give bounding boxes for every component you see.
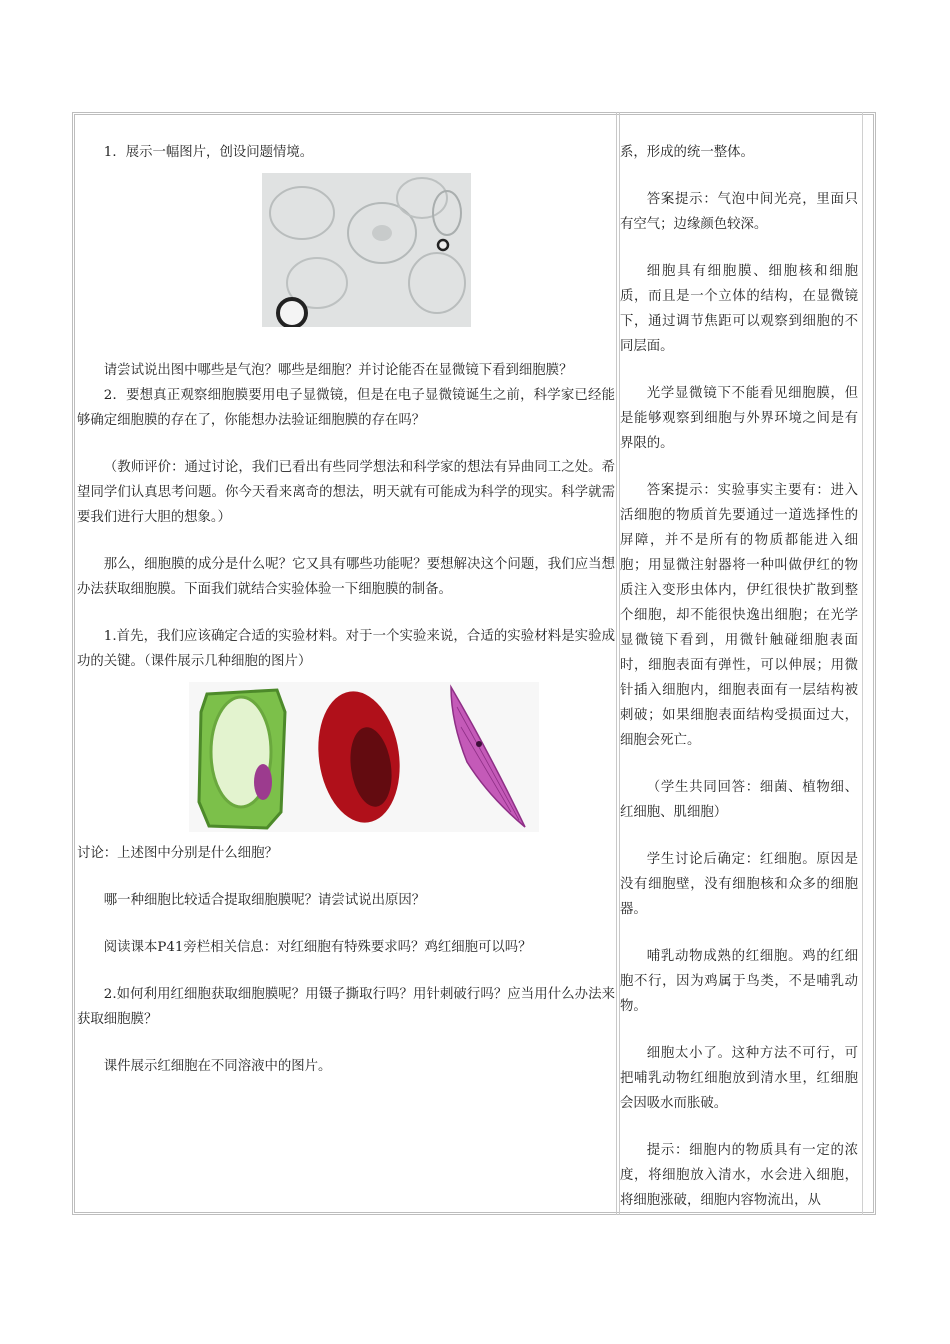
answer-light-microscope: 光学显微镜下不能看见细胞膜，但是能够观察到细胞与外界环境之间是有界限的。 (620, 386, 858, 451)
right-column (620, 140, 858, 1213)
material-selection-text: 1.首先，我们应该确定合适的实验材料。对于一个实验来说，合适的实验材料是实验成功的关键。（课件展示几种细胞的图片） (77, 629, 615, 669)
question-bubbles-text: 请尝试说出图中哪些是气泡？哪些是细胞？并讨论能否在显微镜下看到细胞膜？ (103, 363, 573, 378)
answer-continuation: 系，形成的统一整体。 (620, 145, 754, 160)
answer-mammal-rbc: 哺乳动物成熟的红细胞。鸡的红细胞不行，因为鸡属于鸟类，不是哺乳动物。 (620, 949, 858, 1014)
answer-hint-osmosis: 提示：细胞内的物质具有一定的浓度，将细胞放入清水，水会进入细胞，将细胞涨破，细胞内容物流出，从 (620, 1143, 858, 1208)
cell-discussion-caption: 讨论：上述图中分别是什么细胞？ (77, 846, 278, 861)
answer-cell-too-small: 细胞太小了。这种方法不可行，可把哺乳动物红细胞放到清水里，红细胞会因吸水而胀破。 (620, 1046, 858, 1111)
answer-cell-structure: 细胞具有细胞膜、细胞核和细胞质，而且是一个立体的结构，在显微镜下，通过调节焦距可以观察到细胞的不同层面。 (620, 264, 858, 354)
membrane-intro-text: 那么，细胞膜的成分是什么呢？它又具有哪些功能呢？要想解决这个问题，我们应当想办法获取细胞膜。下面我们就结合实验体验一下细胞膜的制备。 (77, 557, 615, 597)
answer-cell-types: （学生共同回答：细菌、植物细、红细胞、肌细胞） (620, 780, 858, 820)
three-cells-image (189, 682, 539, 832)
teacher-evaluation-text: （教师评价：通过讨论，我们已看出有些同学想法和科学家的想法有异曲同工之处。希望同学们认真思考问题。你今天看来离奇的想法，明天就有可能成为科学的现实。科学就需要我们进行大胆的想象。） (77, 460, 615, 525)
microscope-cells-image (262, 173, 471, 327)
step-1-text: 1．展示一幅图片，创设问题情境。 (103, 145, 314, 160)
step-2-text: 2．要想真正观察细胞膜要用电子显微镜，但是在电子显微镜诞生之前，科学家已经能够确定细胞膜的存在了，你能想办法验证细胞膜的存在吗？ (77, 388, 615, 428)
obtain-membrane-question: 2.如何利用红细胞获取细胞膜呢？用镊子撕取行吗？用针刺破行吗？应当用什么办法来获取细胞膜？ (77, 987, 615, 1027)
courseware-display-text: 课件展示红细胞在不同溶液中的图片。 (103, 1059, 332, 1074)
answer-red-blood-cell: 学生讨论后确定：红细胞。原因是没有细胞壁，没有细胞核和众多的细胞器。 (620, 852, 858, 917)
right-border-line (862, 112, 863, 1215)
left-column (77, 140, 615, 1079)
answer-experiment-facts: 答案提示：实验事实主要有：进入活细胞的物质首先要通过一道选择性的屏障，并不是所有的物质都能进入细胞；用显微注射器将一种叫做伊红的物质注入变形虫体内，伊红很快扩散到整个细胞，却不能很快逸出细胞；在光学显微镜下看到，用微针触碰细胞表面时，细胞表面有弹性，可以伸展；用微针插入细胞内，细胞表面有一层结构被刺破；如果细胞表面结构受损面过大，细胞会死亡。 (620, 483, 858, 748)
answer-bubbles: 答案提示：气泡中间光亮，里面只有空气；边缘颜色较深。 (620, 192, 858, 232)
which-cell-question: 哪一种细胞比较适合提取细胞膜呢？请尝试说出原因？ (103, 893, 426, 908)
textbook-reading-text: 阅读课本P41旁栏相关信息：对红细胞有特殊要求吗？鸡红细胞可以吗？ (103, 940, 532, 955)
